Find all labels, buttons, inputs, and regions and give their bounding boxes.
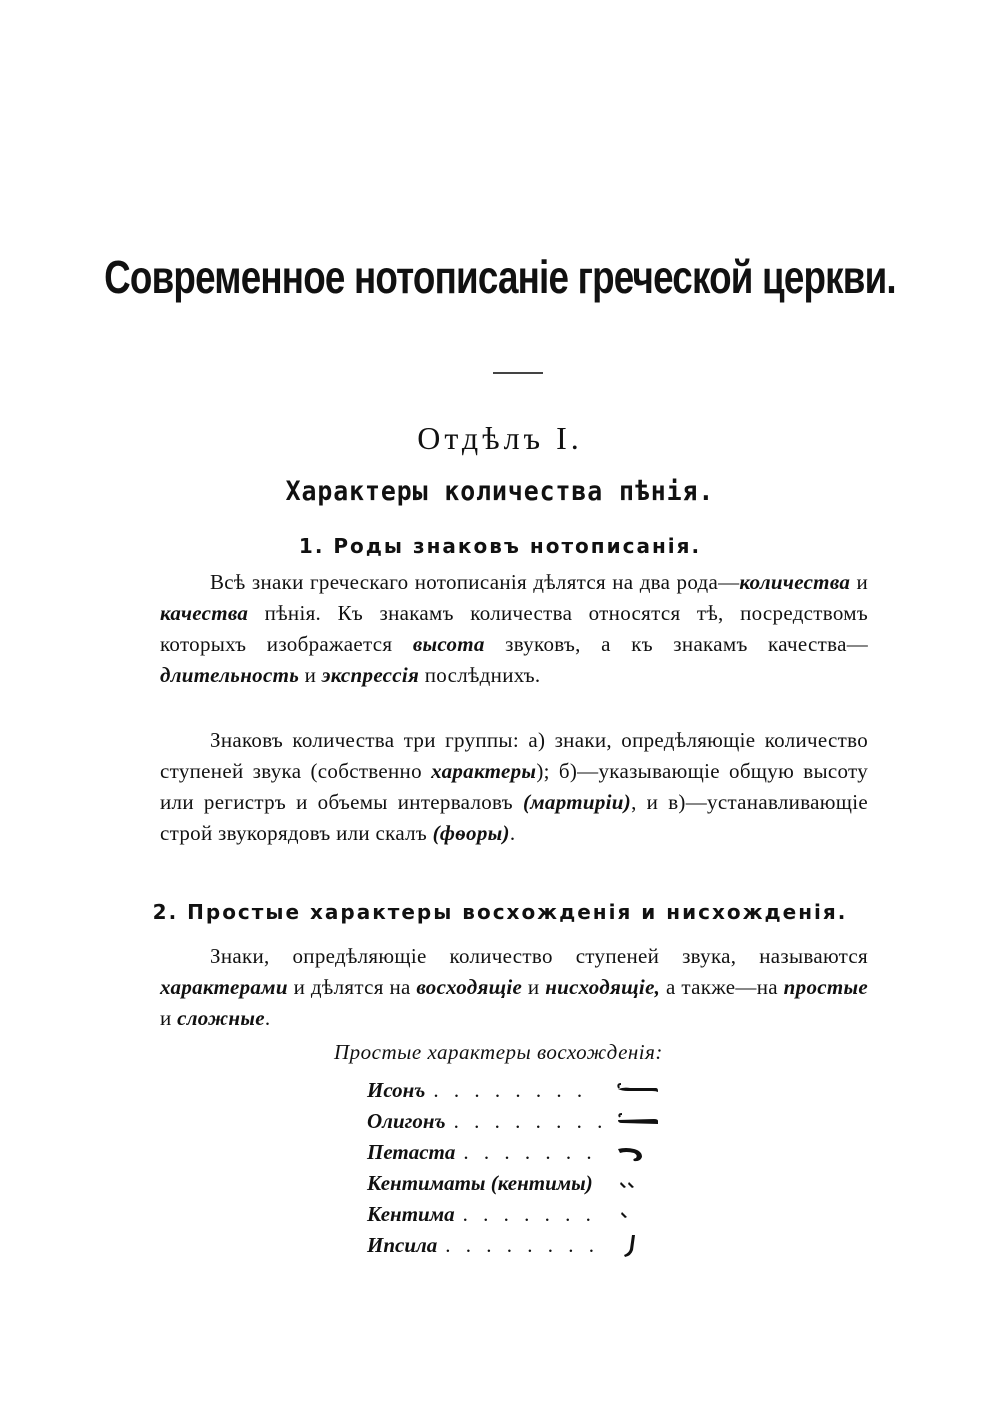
leader-dots: . . . . . . . . bbox=[453, 1109, 608, 1133]
title-divider bbox=[493, 372, 543, 374]
kentimata-sign-icon bbox=[612, 1168, 662, 1199]
sign-name: Петаста bbox=[367, 1140, 456, 1164]
sign-row-ison bbox=[367, 1075, 687, 1106]
sign-row-kentima bbox=[367, 1199, 687, 1230]
main-title: Современное нотописаніе греческой церкви. bbox=[104, 251, 896, 303]
section-label: Отдѣлъ I. bbox=[417, 420, 583, 456]
leader-dots: . . . . . . . . bbox=[445, 1233, 600, 1257]
sign-name: Ипсила bbox=[367, 1233, 438, 1257]
oligon-sign-icon bbox=[612, 1106, 662, 1137]
ypsili-sign-icon bbox=[612, 1230, 662, 1261]
sign-name: Исонъ bbox=[367, 1078, 426, 1102]
petasti-sign-icon bbox=[612, 1137, 662, 1168]
sign-row-petasti bbox=[367, 1137, 687, 1168]
paragraph-2: Знаковъ количества три группы: а) знаки, опредѣляющіе количество ступеней звука (собственно характеры); б)—указывающіе общую высоту или регистръ и объемы интерваловъ (мартиріи), и в)—устанавливающіе строй звукорядовъ или скалъ (фѳоры). bbox=[160, 728, 869, 845]
sign-list bbox=[367, 1075, 687, 1261]
sign-name: Олигонъ bbox=[367, 1109, 446, 1133]
sign-row-ypsili bbox=[367, 1230, 687, 1261]
section-heading: Характеры количества пѣнія. bbox=[285, 476, 715, 507]
paragraph-3: Знаки, опредѣляющіе количество ступеней звука, называются характерами и дѣлятся на восходящіе и нисходящіе, а также—на простые и сложные. bbox=[160, 944, 868, 1030]
sign-name: Кентима bbox=[367, 1202, 455, 1226]
list-title: Простые характеры восхожденія: bbox=[334, 1040, 663, 1064]
subsection-heading-1: 1. Роды знаковъ нотописанія. bbox=[298, 534, 702, 558]
sign-row-kentimata bbox=[367, 1168, 687, 1199]
leader-dots: . . . . . . . bbox=[463, 1140, 597, 1164]
leader-dots: . . . . . . . . bbox=[433, 1078, 588, 1102]
leader-dots: . . . . . . . bbox=[462, 1202, 596, 1226]
ison-sign-icon bbox=[612, 1075, 662, 1106]
sign-name: Кентиматы (кентимы) bbox=[367, 1171, 593, 1195]
sign-row-oligon bbox=[367, 1106, 687, 1137]
subsection-heading-2: 2. Простые характеры восхожденія и нисхожденія. bbox=[152, 900, 848, 924]
paragraph-1: Всѣ знаки греческаго нотописанія дѣлятся на два рода—количества и качества пѣнія. Къ знакамъ количества относятся тѣ, посредствомъ которыхъ изображается высота звуковъ, а къ знакамъ качества—длительность и экспрессія послѣднихъ. bbox=[160, 570, 868, 687]
kentima-sign-icon bbox=[612, 1199, 662, 1230]
